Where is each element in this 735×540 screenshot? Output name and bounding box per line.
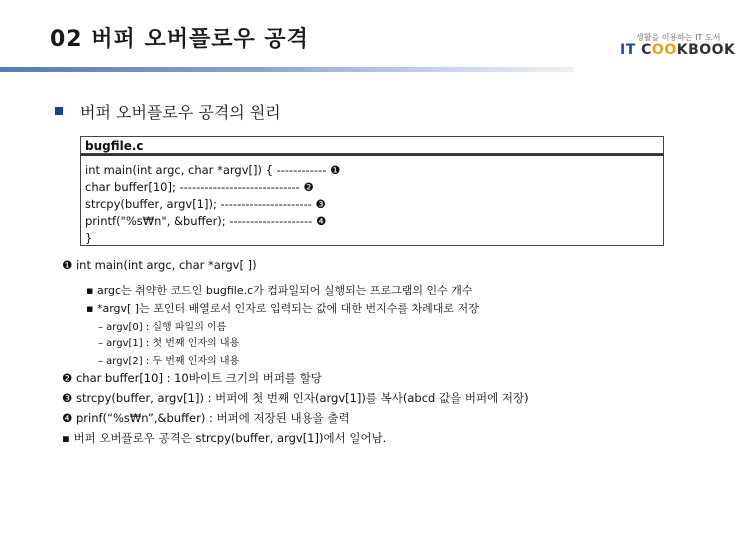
note-item: ❶ int main(int argc, char *argv[ ]): [62, 258, 257, 272]
note-item: – argv[0] : 실행 파일의 이름: [98, 322, 227, 333]
code-line: char buffer[10]; ----------------------------- ❷: [85, 180, 314, 194]
page-title: 02 버퍼 오버플로우 공격: [50, 27, 309, 52]
section-heading: 버퍼 오버플로우 공격의 원리: [80, 103, 281, 122]
code-line: printf("%s₩n", &buffer); -------------------- ❹: [85, 214, 327, 228]
note-item: ▪ 버퍼 오버플로우 공격은 strcpy(buffer, argv[1])에서 일어남.: [62, 431, 387, 445]
note-item: ❹ prinf(“%s₩n”,&buffer) : 버퍼에 저장된 내용을 출력: [62, 411, 350, 425]
note-item: ❷ char buffer[10] : 10바이트 크기의 버퍼를 할당: [62, 371, 322, 385]
note-item: ▪ argc는 취약한 코드인 bugfile.c가 컴파일되어 실행되는 프로그램의 인수 개수: [86, 284, 473, 297]
section-bullet-icon: [55, 107, 63, 115]
code-line: strcpy(buffer, argv[1]); ---------------------- ❸: [85, 197, 326, 211]
title-divider: [0, 67, 574, 72]
code-filename-header: bugfile.c: [80, 136, 664, 154]
code-line: }: [85, 231, 93, 245]
note-item: – argv[2] : 두 번째 인자의 내용: [98, 356, 240, 367]
note-item: – argv[1] : 첫 번째 인자의 내용: [98, 338, 240, 349]
note-item: ❸ strcpy(buffer, argv[1]) : 버퍼에 첫 번째 인자(argv[1])를 복사(abcd 값을 버퍼에 저장): [62, 391, 529, 405]
code-line: int main(int argc, char *argv[]) { ------------ ❶: [85, 163, 341, 177]
logo-tagline: 생활을 이용하는 IT 도서: [636, 33, 721, 42]
code-block: [80, 154, 664, 246]
note-item: ▪ *argv[ ]는 포인터 배열로서 인자로 입력되는 값에 대한 번지수를 차례대로 저장: [86, 302, 479, 315]
logo-text: IT COOKBOOK: [620, 42, 735, 58]
